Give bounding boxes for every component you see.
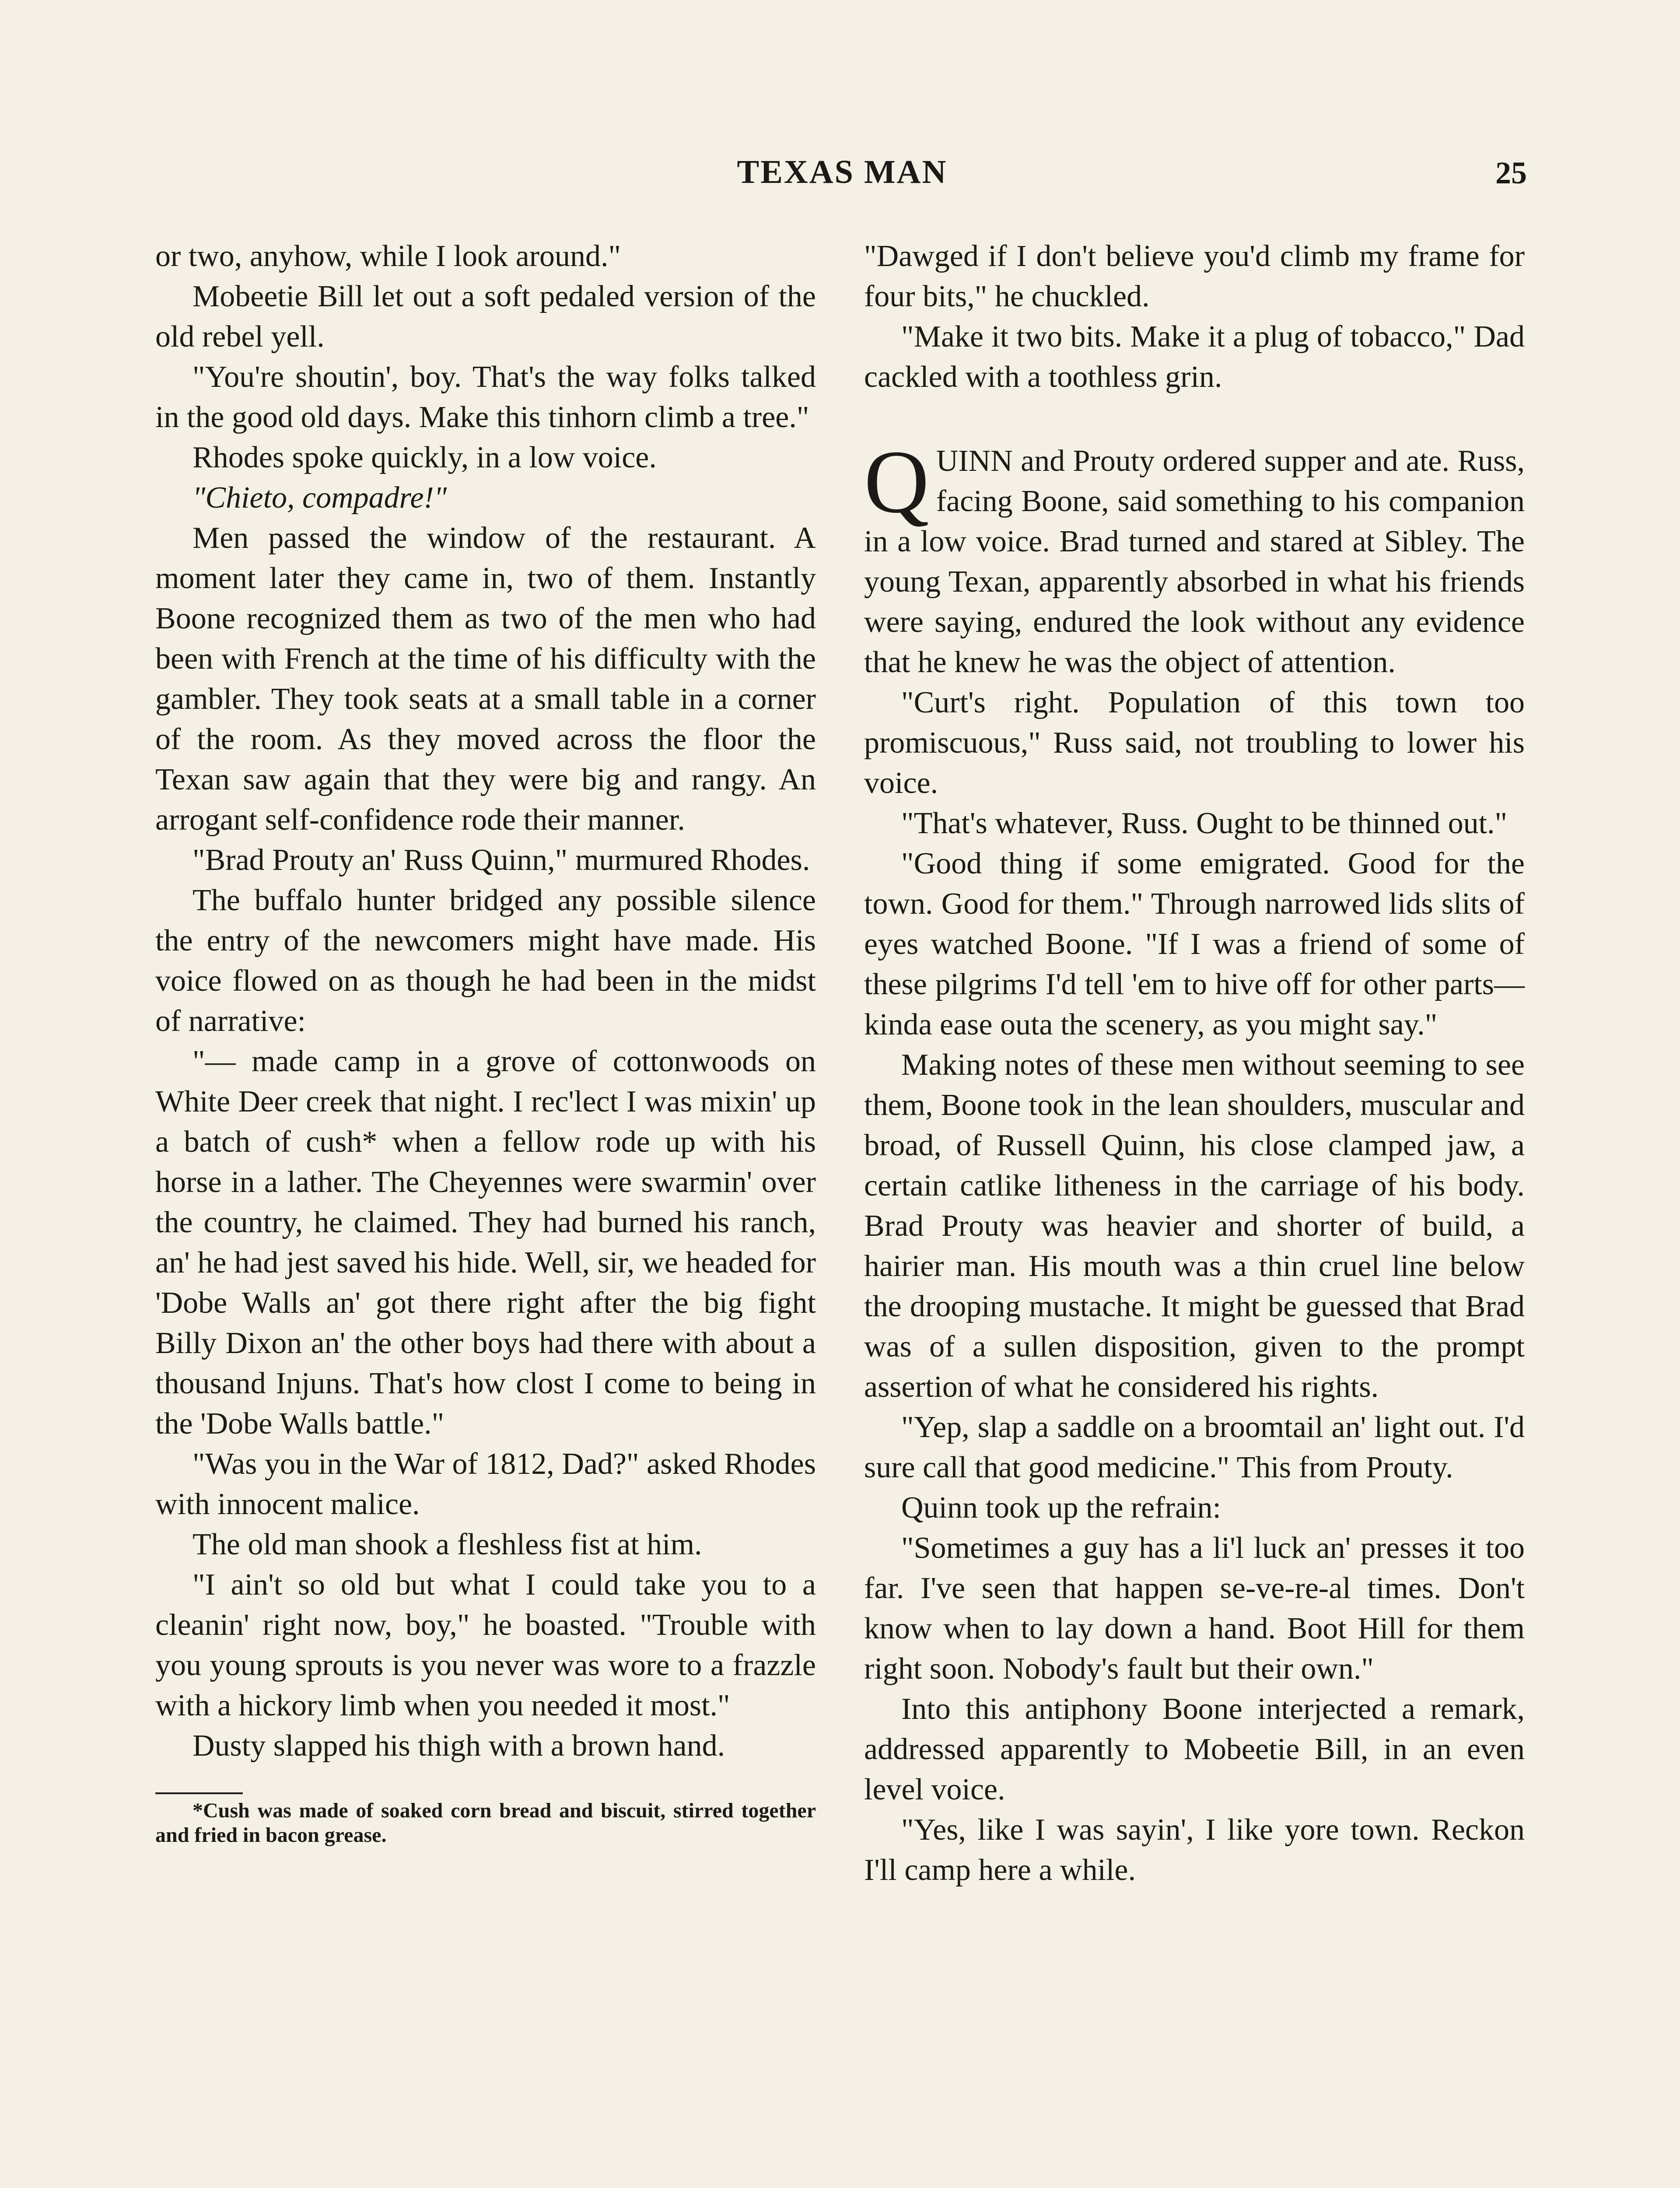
paragraph: "Good thing if some emigrated. Good for the town. Good for them." Through narrowed lids slits of eyes watched Boone. "If I was a friend of some of these pilgrims I'd tell 'em to hive off for other parts—kinda ease outa the scenery, as you might say." bbox=[864, 847, 1525, 1041]
right-column bbox=[864, 236, 1525, 1890]
paragraph: or two, anyhow, while I look around." bbox=[155, 239, 621, 273]
paragraph: "You're shoutin', boy. That's the way folks talked in the good old days. Make this tinhorn climb a tree." bbox=[155, 360, 816, 434]
paragraph: "Yes, like I was sayin', I like yore town. Reckon I'll camp here a while. bbox=[864, 1813, 1525, 1887]
paragraph: "I ain't so old but what I could take you to a cleanin' right now, boy," he boasted. "Trouble with you young sprouts is you never was wore to a frazzle with a hickory limb when you needed it most." bbox=[155, 1568, 816, 1722]
drop-cap: Q bbox=[864, 431, 929, 532]
paragraph: Making notes of these men without seeming to see them, Boone took in the lean shoulders, muscular and broad, of Russell Quinn, his close clamped jaw, a certain catlike litheness in the carriage of his body. Brad Prouty was heavier and shorter of build, a hairier man. His mouth was a thin cruel line below the drooping mustache. It might be guessed that Brad was of a sullen disposition, given to the prompt assertion of what he considered his rights. bbox=[864, 1048, 1525, 1404]
dropcap-paragraph bbox=[864, 431, 1525, 683]
paragraph: "Yep, slap a saddle on a broomtail an' light out. I'd sure call that good medicine." This from Prouty. bbox=[864, 1410, 1525, 1484]
paragraph: "Was you in the War of 1812, Dad?" asked Rhodes with innocent malice. bbox=[155, 1447, 816, 1521]
page-header bbox=[158, 153, 1527, 201]
paragraph: Men passed the window of the restaurant. A moment later they came in, two of them. Instantly Boone recognized them as two of the men who had been with French at the time of his difficulty with the gambler. They took seats at a small table in a corner of the room. As they moved across the floor the Texan saw again that they were big and rangy. An arrogant self-confidence rode their manner. bbox=[155, 521, 816, 837]
footnote-rule bbox=[155, 1792, 243, 1794]
paragraph: "Curt's right. Population of this town too promiscuous," Russ said, not troubling to lower his voice. bbox=[864, 686, 1525, 800]
dropcap-paragraph-text: UINN and Prouty ordered supper and ate. Russ, facing Boone, said something to his companion in a low voice. Brad turned and stared at Sibley. The young Texan, apparently absorbed in what his friends were saying, endured the look without any evidence that he knew he was the object of attention. bbox=[864, 444, 1525, 679]
paragraph: "Make it two bits. Make it a plug of tobacco," Dad cackled with a toothless grin. bbox=[864, 320, 1525, 394]
left-column bbox=[155, 236, 816, 1848]
paragraph: "Brad Prouty an' Russ Quinn," murmured Rhodes. bbox=[192, 843, 810, 877]
paragraph: Mobeetie Bill let out a soft pedaled version of the old rebel yell. bbox=[155, 280, 816, 354]
paragraph: The old man shook a fleshless fist at him. bbox=[192, 1528, 702, 1561]
paragraph: "Sometimes a guy has a li'l luck an' presses it too far. I've seen that happen se-ve-re-al times. Don't know when to lay down a hand. Boot Hill for them right soon. Nobody's fault but their own." bbox=[864, 1531, 1525, 1686]
paragraph: Into this antiphony Boone interjected a remark, addressed apparently to Mobeetie Bill, in an even level voice. bbox=[864, 1692, 1525, 1806]
paragraph: "That's whatever, Russ. Ought to be thinned out." bbox=[901, 806, 1508, 840]
paragraph: The buffalo hunter bridged any possible silence the entry of the newcomers might have made. His voice flowed on as though he had been in the midst of narrative: bbox=[155, 884, 816, 1038]
page-number: 25 bbox=[1495, 155, 1527, 190]
paragraph: "— made camp in a grove of cottonwoods on White Deer creek that night. I rec'lect I was mixin' up a batch of cush* when a fellow rode up with his horse in a lather. The Cheyennes were swarmin' over the country, he claimed. They had burned his ranch, an' he had jest saved his hide. Well, sir, we headed for 'Dobe Walls an' got there right after the big fight Billy Dixon an' the other boys had there with about a thousand Injuns. That's how clost I come to being in the 'Dobe Walls battle." bbox=[155, 1045, 816, 1441]
paragraph: Quinn took up the refrain: bbox=[901, 1491, 1221, 1525]
paragraph: Dusty slapped his thigh with a brown hand. bbox=[192, 1729, 725, 1763]
paragraph-italic: "Chieto, compadre!" bbox=[192, 481, 447, 515]
paragraph: "Dawged if I don't believe you'd climb my frame for four bits," he chuckled. bbox=[864, 239, 1525, 313]
paragraph: Rhodes spoke quickly, in a low voice. bbox=[192, 441, 657, 474]
running-title: TEXAS MAN bbox=[737, 154, 948, 190]
footnote: *Cush was made of soaked corn bread and biscuit, stirred together and fried in bacon grease. bbox=[155, 1799, 816, 1847]
